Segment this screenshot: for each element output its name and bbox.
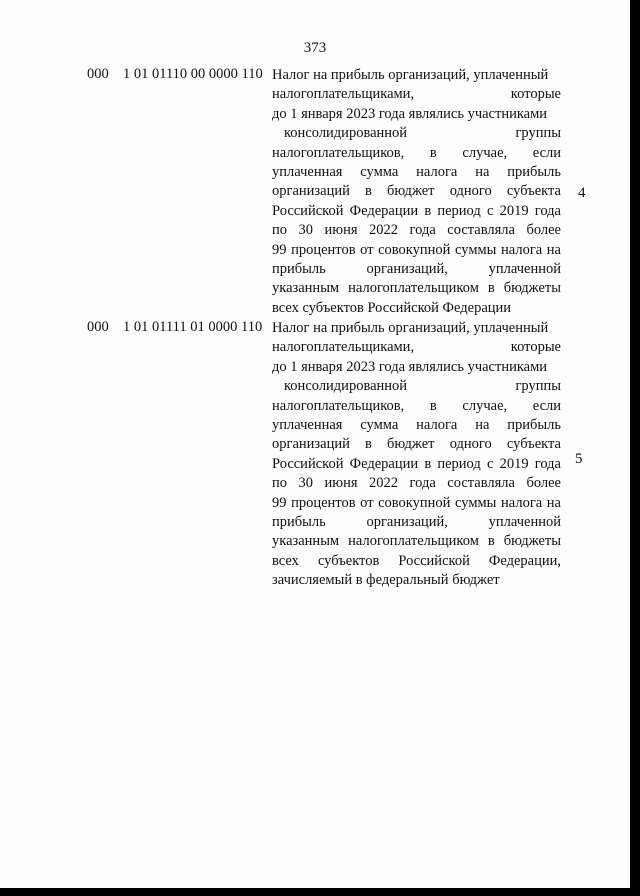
row-number: 4 (578, 185, 586, 201)
description-line: 99 процентов от совокупной суммы налога на (272, 494, 561, 511)
description-line: консолидированной группы (284, 125, 561, 142)
description-line: до 1 января 2023 года являлись участниками (272, 358, 548, 375)
description-line: консолидированной группы (284, 378, 561, 395)
description-line: по 30 июня 2022 года составляла более (272, 222, 561, 239)
description-line: Российской Федерации в период с 2019 года (272, 455, 561, 472)
description-line: организаций в бюджет одного субъекта (272, 436, 561, 453)
description-line: всех субъектов Российской Федерации (272, 299, 512, 316)
description-line: 99 процентов от совокупной суммы налога на (272, 241, 561, 258)
description-line: Налог на прибыль организаций, уплаченный (272, 67, 549, 83)
description-line: налогоплательщиков, в случае, если (272, 397, 561, 414)
description-line: указанным налогоплательщиком в бюджеты (272, 533, 561, 550)
description-line: указанным налогоплательщиком в бюджеты (272, 280, 561, 297)
description-line: налогоплательщиками, которые (272, 86, 561, 103)
description-line: уплаченная сумма налога на прибыль (272, 163, 561, 180)
scan-border (630, 0, 640, 896)
kbk-code: 1 01 01111 01 0000 110 (123, 319, 263, 335)
description-line: всех субъектов Российской Федерации, (272, 552, 561, 569)
description-line: зачисляемый в федеральный бюджет (272, 572, 500, 589)
description-line: организаций в бюджет одного субъекта (272, 183, 561, 200)
page-number: 373 (303, 40, 327, 56)
description-line: Налог на прибыль организаций, уплаченный (272, 320, 549, 336)
description-line: до 1 января 2023 года являлись участниками (272, 105, 548, 122)
description-line: Российской Федерации в период с 2019 года (272, 202, 561, 219)
admin-code: 000 (87, 66, 109, 82)
description-line: прибыль организаций, уплаченной (272, 513, 561, 530)
entry-description (272, 319, 561, 590)
description-line: налогоплательщиками, которые (272, 339, 561, 356)
row-number: 5 (575, 451, 583, 467)
kbk-code: 1 01 01110 00 0000 110 (123, 66, 263, 82)
description-line: прибыль организаций, уплаченной (272, 260, 561, 277)
entry-description (272, 66, 561, 318)
description-line: налогоплательщиков, в случае, если (272, 144, 561, 161)
admin-code: 000 (87, 319, 109, 335)
description-line: уплаченная сумма налога на прибыль (272, 416, 561, 433)
description-line: по 30 июня 2022 года составляла более (272, 475, 561, 492)
